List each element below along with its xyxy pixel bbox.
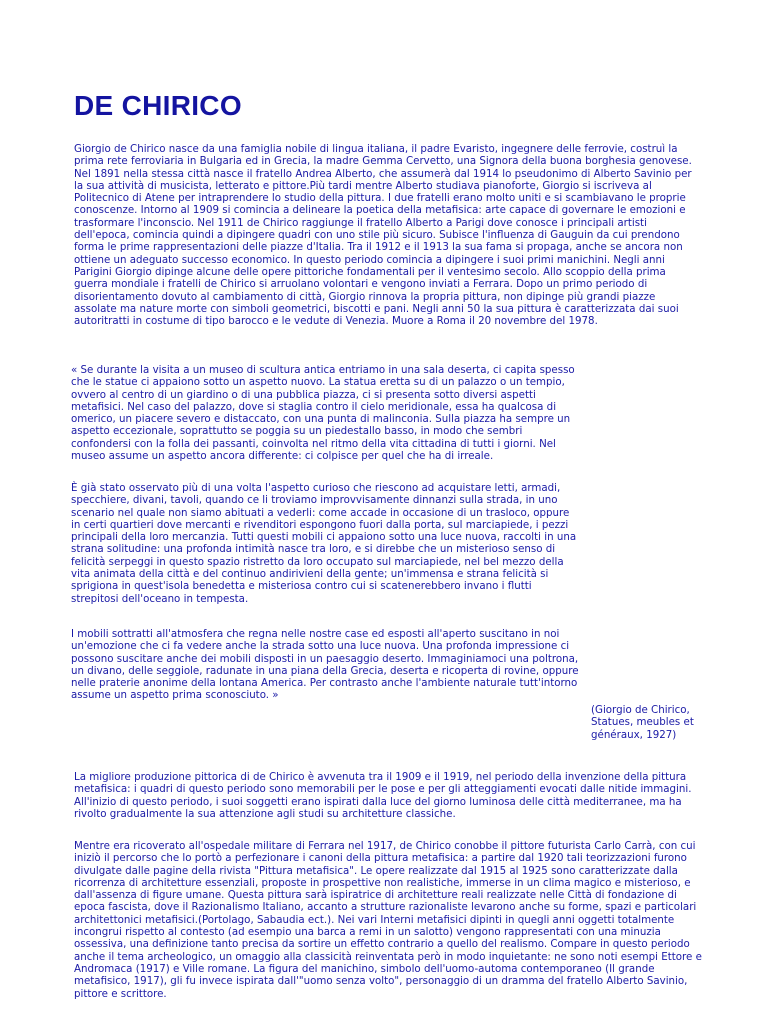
ferrara-period-paragraph: Mentre era ricoverato all'ospedale militare di Ferrara nel 1917, de Chirico conobbe il pittore futurista Carlo Carrà, con cui iniziò il percorso che lo portò a perfezionare i canoni della pittura metafisica: a partire dal 1920 tali teorizzazioni furono divulgate dalle pagine della rivista "Pittura metafisica". Le opere realizzate dal 1915 al 1925 sono caratterizzate dalla ricorrenza di architetture essenziali, proposte in prospettive non realistiche, immerse in un clima magico e misterioso, e dall'assenza di figure umane. Questa pittura sarà ispiratrice di architetture reali realizzate nelle Città di fondazione di epoca fascista, dove il Razionalismo Italiano, accanto a strutture razionaliste levarono anche su forme, spazi e particolari architettonici metafisici.(Portolago, Sabaudia ect.). Nei vari Interni metafisici dipinti in quegli anni oggetti totalmente incongrui rispetto al contesto (ad esempio una barca a remi in un salotto) vengono rappresentati con una minuzia ossessiva, una definizione tanto precisa da sortire un effetto contrario a quello del realismo. Compare in questo periodo anche il tema archeologico, un omaggio alla classicità reinventata però in modo inquietante: ne sono noti esempi Ettore e Andromaca (1917) e Ville romane. La figura del manichino, simbolo dell'uomo-automa contemporaneo (Il grande metafisico, 1917), gli fu invece ispirata dall'"uomo senza volto", personaggio di un dramma del fratello Alberto Savinio, pittore e scrittore. bbox=[74, 840, 702, 1000]
page-title: DE CHIRICO bbox=[74, 90, 242, 121]
quote-citation: (Giorgio de Chirico, Statues, meubles et généraux, 1927) bbox=[591, 704, 694, 741]
metaphysical-period-paragraph: La migliore produzione pittorica di de Chirico è avvenuta tra il 1909 e il 1919, nel periodo della invenzione della pittura metafisica: i quadri di questo periodo sono memorabili per le pose e per gli atteggiamenti evocati dalle nitide immagini. All'inizio di questo periodo, i suoi soggetti erano ispirati dalla luce del giorno luminosa delle città mediterranee, ma ha rivolto gradualmente la sua attenzione agli studi su architetture classiche. bbox=[74, 771, 692, 820]
quote-paragraph-1: « Se durante la visita a un museo di scultura antica entriamo in una sala deserta, ci capita spesso che le statue ci appaiono sotto un aspetto nuovo. La statua eretta su di un palazzo o un tempio, ovvero al centro di un giardino o di una pubblica piazza, ci si presenta sotto diversi aspetti metafisici. Nel caso del palazzo, dove si staglia contro il cielo meridionale, essa ha qualcosa di omerico, un piacere severo e distaccato, con una punta di malinconia. Sulla piazza ha sempre un aspetto eccezionale, soprattutto se poggia su un piedestallo basso, in modo che sembri confondersi con la folla dei passanti, coinvolta nel ritmo della vita cittadina di tutti i giorni. Nel museo assume un aspetto ancora differente: ci colpisce per quel che ha di irreale. bbox=[71, 364, 575, 463]
quote-paragraph-2: È già stato osservato più di una volta l'aspetto curioso che riescono ad acquistare letti, armadi, specchiere, divani, tavoli, quando ce li troviamo improvvisamente dinnanzi sulla strada, in uno scenario nel quale non siamo abituati a vederli: come accade in occasione di un trasloco, oppure in certi quartieri dove mercanti e rivenditori espongono fuori dalla porta, sul marciapiede, i pezzi principali della loro mercanzia. Tutti questi mobili ci appaiono sotto una luce nuova, raccolti in una strana solitudine: una profonda intimità nasce tra loro, e si direbbe che un misterioso senso di felicità serpeggi in questo spazio ristretto da loro occupato sul marciapiede, nel bel mezzo della vita animata della città e del continuo andirivieni della gente; un'immensa e strana felicità si sprigiona in quest'isola benedetta e misteriosa contro cui si scatenerebbero invano i flutti strepitosi dell'oceano in tempesta. bbox=[71, 482, 577, 605]
quote-paragraph-3: I mobili sottratti all'atmosfera che regna nelle nostre case ed esposti all'aperto suscitano in noi un'emozione che ci fa vedere anche la strada sotto una luce nuova. Una profonda impressione ci possono suscitare anche dei mobili disposti in un paesaggio deserto. Immaginiamoci una poltrona, un divano, delle seggiole, radunate in una piana della Grecia, deserta e ricoperta di rovine, oppure nelle praterie anonime della lontana America. Per contrasto anche l'ambiente naturale tutt'intorno assume un aspetto prima sconosciuto. » bbox=[71, 628, 579, 702]
biography-paragraph: Giorgio de Chirico nasce da una famiglia nobile di lingua italiana, il padre Evaristo, ingegnere delle ferrovie, costruì la prima rete ferroviaria in Bulgaria ed in Grecia, la madre Gemma Cervetto, una Signora della buona borghesia genovese. Nel 1891 nella stessa città nasce il fratello Andrea Alberto, che assumerà dal 1914 lo pseudonimo di Alberto Savinio per la sua attività di musicista, letterato e pittore.Più tardi mentre Alberto studiava pianoforte, Giorgio si iscriveva al Politecnico di Atene per intraprendere lo studio della pittura. I due fratelli erano molto uniti e si scambiavano le proprie conoscenze. Intorno al 1909 si comincia a delineare la poetica della metafisica: arte capace di governare le emozioni e trasformare l'inconscio. Nel 1911 de Chirico raggiunge il fratello Alberto a Parigi dove conosce i principali artisti dell'epoca, comincia quindi a dipingere quadri con uno stile più sicuro. Subisce l'influenza di Gauguin da cui prendono forma le prime rappresentazioni delle piazze d'Italia. Tra il 1912 e il 1913 la sua fama si propaga, anche se ancora non ottiene un adeguato successo economico. In questo periodo comincia a dipingere i suoi primi manichini. Negli anni Parigini Giorgio dipinge alcune delle opere pittoriche fondamentali per il ventesimo secolo. Allo scoppio della prima guerra mondiale i fratelli de Chirico si arruolano volontari e vengono inviati a Ferrara. Dopo un primo periodo di disorientamento dovuto al cambiamento di città, Giorgio rinnova la propria pittura, non dipinge più grandi piazze assolate ma nature morte con simboli geometrici, biscotti e pani. Negli anni 50 la sua pittura è caratterizzata dai suoi autoritratti in costume di tipo barocco e le vedute di Venezia. Muore a Roma il 20 novembre del 1978. bbox=[74, 143, 692, 328]
